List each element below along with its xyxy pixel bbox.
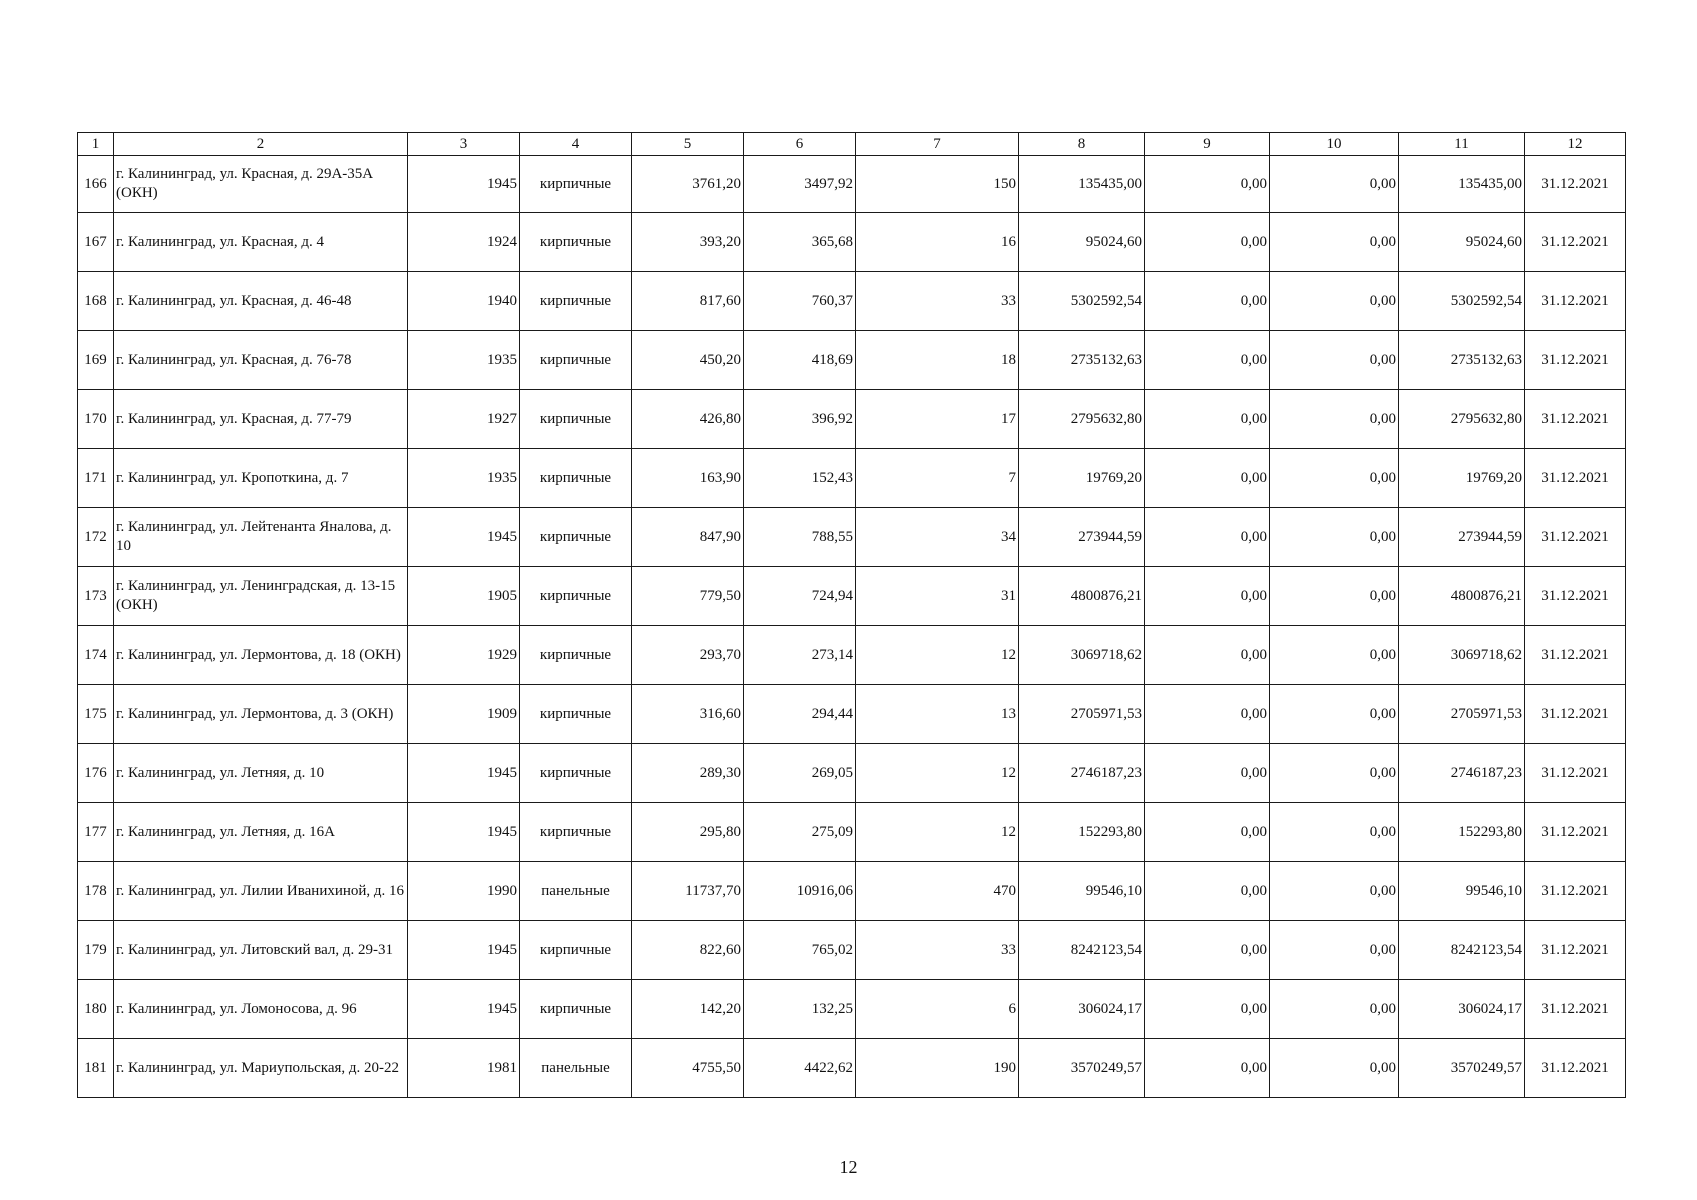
table-row — [78, 685, 1626, 744]
living-area-cell: 152,43 — [744, 449, 856, 508]
year-built-cell: 1945 — [408, 980, 520, 1039]
budget-cost-cell: 0,00 — [1270, 744, 1399, 803]
completion-date-cell: 31.12.2021 — [1525, 508, 1626, 567]
fund-cost-cell: 0,00 — [1145, 626, 1270, 685]
residents-cell: 12 — [856, 626, 1019, 685]
living-area-cell: 418,69 — [744, 331, 856, 390]
year-built-cell: 1935 — [408, 331, 520, 390]
living-area-cell: 765,02 — [744, 921, 856, 980]
total-area-cell: 450,20 — [632, 331, 744, 390]
year-built-cell: 1935 — [408, 449, 520, 508]
year-built-cell: 1945 — [408, 508, 520, 567]
address-cell: г. Калининград, ул. Литовский вал, д. 29-31 — [114, 921, 408, 980]
table-row — [78, 1039, 1626, 1098]
fund-cost-cell: 0,00 — [1145, 272, 1270, 331]
completion-date-cell: 31.12.2021 — [1525, 390, 1626, 449]
total-area-cell: 295,80 — [632, 803, 744, 862]
wall-material-cell: кирпичные — [520, 685, 632, 744]
row-number: 168 — [78, 272, 114, 331]
address-cell: г. Калининград, ул. Ленинградская, д. 13-15 (ОКН) — [114, 567, 408, 626]
living-area-cell: 788,55 — [744, 508, 856, 567]
residents-cell: 7 — [856, 449, 1019, 508]
completion-date-cell: 31.12.2021 — [1525, 156, 1626, 213]
table-row — [78, 156, 1626, 213]
residents-cell: 18 — [856, 331, 1019, 390]
address-cell: г. Калининград, ул. Красная, д. 46-48 — [114, 272, 408, 331]
total-area-cell: 316,60 — [632, 685, 744, 744]
completion-date-cell: 31.12.2021 — [1525, 685, 1626, 744]
residents-cell: 470 — [856, 862, 1019, 921]
row-number: 174 — [78, 626, 114, 685]
wall-material-cell: кирпичные — [520, 331, 632, 390]
total-cost-cell: 2735132,63 — [1019, 331, 1145, 390]
budget-cost-cell: 0,00 — [1270, 390, 1399, 449]
budget-cost-cell: 0,00 — [1270, 508, 1399, 567]
column-header: 10 — [1270, 133, 1399, 156]
completion-date-cell: 31.12.2021 — [1525, 272, 1626, 331]
year-built-cell: 1905 — [408, 567, 520, 626]
residents-cell: 190 — [856, 1039, 1019, 1098]
table-row — [78, 390, 1626, 449]
total-cost-cell: 99546,10 — [1019, 862, 1145, 921]
address-cell: г. Калининград, ул. Красная, д. 76-78 — [114, 331, 408, 390]
total-cost-cell: 3069718,62 — [1019, 626, 1145, 685]
living-area-cell: 132,25 — [744, 980, 856, 1039]
total-cost-cell: 135435,00 — [1019, 156, 1145, 213]
living-area-cell: 273,14 — [744, 626, 856, 685]
completion-date-cell: 31.12.2021 — [1525, 744, 1626, 803]
residents-cell: 12 — [856, 744, 1019, 803]
wall-material-cell: кирпичные — [520, 744, 632, 803]
year-built-cell: 1945 — [408, 803, 520, 862]
address-cell: г. Калининград, ул. Лермонтова, д. 3 (ОКН) — [114, 685, 408, 744]
table-row — [78, 803, 1626, 862]
total-cost-cell: 19769,20 — [1019, 449, 1145, 508]
table-row — [78, 508, 1626, 567]
owners-cost-cell: 273944,59 — [1399, 508, 1525, 567]
total-area-cell: 4755,50 — [632, 1039, 744, 1098]
year-built-cell: 1929 — [408, 626, 520, 685]
fund-cost-cell: 0,00 — [1145, 567, 1270, 626]
row-number: 170 — [78, 390, 114, 449]
year-built-cell: 1945 — [408, 156, 520, 213]
living-area-cell: 275,09 — [744, 803, 856, 862]
address-cell: г. Калининград, ул. Мариупольская, д. 20-22 — [114, 1039, 408, 1098]
year-built-cell: 1981 — [408, 1039, 520, 1098]
fund-cost-cell: 0,00 — [1145, 921, 1270, 980]
year-built-cell: 1909 — [408, 685, 520, 744]
address-cell: г. Калининград, ул. Красная, д. 4 — [114, 213, 408, 272]
row-number: 172 — [78, 508, 114, 567]
owners-cost-cell: 2746187,23 — [1399, 744, 1525, 803]
column-number-header-row — [78, 133, 1626, 156]
address-cell: г. Калининград, ул. Летняя, д. 10 — [114, 744, 408, 803]
address-cell: г. Калининград, ул. Красная, д. 29А-35А (ОКН) — [114, 156, 408, 213]
wall-material-cell: кирпичные — [520, 980, 632, 1039]
page-number: 12 — [839, 1157, 858, 1177]
completion-date-cell: 31.12.2021 — [1525, 567, 1626, 626]
completion-date-cell: 31.12.2021 — [1525, 449, 1626, 508]
table-row — [78, 272, 1626, 331]
total-area-cell: 293,70 — [632, 626, 744, 685]
total-area-cell: 163,90 — [632, 449, 744, 508]
total-area-cell: 3761,20 — [632, 156, 744, 213]
residents-cell: 31 — [856, 567, 1019, 626]
owners-cost-cell: 135435,00 — [1399, 156, 1525, 213]
owners-cost-cell: 2795632,80 — [1399, 390, 1525, 449]
total-area-cell: 393,20 — [632, 213, 744, 272]
fund-cost-cell: 0,00 — [1145, 213, 1270, 272]
table-row — [78, 567, 1626, 626]
address-cell: г. Калининград, ул. Красная, д. 77-79 — [114, 390, 408, 449]
residents-cell: 34 — [856, 508, 1019, 567]
owners-cost-cell: 306024,17 — [1399, 980, 1525, 1039]
owners-cost-cell: 8242123,54 — [1399, 921, 1525, 980]
address-cell: г. Калининград, ул. Лилии Иванихиной, д. 16 — [114, 862, 408, 921]
row-number: 178 — [78, 862, 114, 921]
row-number: 175 — [78, 685, 114, 744]
total-cost-cell: 2795632,80 — [1019, 390, 1145, 449]
owners-cost-cell: 3570249,57 — [1399, 1039, 1525, 1098]
budget-cost-cell: 0,00 — [1270, 803, 1399, 862]
total-cost-cell: 3570249,57 — [1019, 1039, 1145, 1098]
table-row — [78, 626, 1626, 685]
column-header: 5 — [632, 133, 744, 156]
total-cost-cell: 8242123,54 — [1019, 921, 1145, 980]
budget-cost-cell: 0,00 — [1270, 626, 1399, 685]
wall-material-cell: кирпичные — [520, 508, 632, 567]
column-header: 3 — [408, 133, 520, 156]
fund-cost-cell: 0,00 — [1145, 685, 1270, 744]
living-area-cell: 760,37 — [744, 272, 856, 331]
fund-cost-cell: 0,00 — [1145, 156, 1270, 213]
total-cost-cell: 306024,17 — [1019, 980, 1145, 1039]
residents-cell: 6 — [856, 980, 1019, 1039]
completion-date-cell: 31.12.2021 — [1525, 803, 1626, 862]
table-body — [78, 156, 1626, 1098]
living-area-cell: 10916,06 — [744, 862, 856, 921]
budget-cost-cell: 0,00 — [1270, 862, 1399, 921]
table-row — [78, 862, 1626, 921]
budget-cost-cell: 0,00 — [1270, 1039, 1399, 1098]
year-built-cell: 1924 — [408, 213, 520, 272]
total-area-cell: 817,60 — [632, 272, 744, 331]
completion-date-cell: 31.12.2021 — [1525, 213, 1626, 272]
total-cost-cell: 273944,59 — [1019, 508, 1145, 567]
row-number: 171 — [78, 449, 114, 508]
residents-cell: 33 — [856, 272, 1019, 331]
address-cell: г. Калининград, ул. Кропоткина, д. 7 — [114, 449, 408, 508]
row-number: 181 — [78, 1039, 114, 1098]
column-header: 11 — [1399, 133, 1525, 156]
housing-registry-table — [77, 132, 1626, 1098]
owners-cost-cell: 2735132,63 — [1399, 331, 1525, 390]
column-header: 7 — [856, 133, 1019, 156]
column-header: 1 — [78, 133, 114, 156]
residents-cell: 13 — [856, 685, 1019, 744]
column-header: 12 — [1525, 133, 1626, 156]
total-cost-cell: 95024,60 — [1019, 213, 1145, 272]
residents-cell: 12 — [856, 803, 1019, 862]
living-area-cell: 396,92 — [744, 390, 856, 449]
living-area-cell: 4422,62 — [744, 1039, 856, 1098]
wall-material-cell: кирпичные — [520, 390, 632, 449]
budget-cost-cell: 0,00 — [1270, 156, 1399, 213]
wall-material-cell: кирпичные — [520, 626, 632, 685]
budget-cost-cell: 0,00 — [1270, 331, 1399, 390]
year-built-cell: 1927 — [408, 390, 520, 449]
owners-cost-cell: 99546,10 — [1399, 862, 1525, 921]
wall-material-cell: кирпичные — [520, 921, 632, 980]
owners-cost-cell: 152293,80 — [1399, 803, 1525, 862]
residents-cell: 17 — [856, 390, 1019, 449]
owners-cost-cell: 3069718,62 — [1399, 626, 1525, 685]
wall-material-cell: кирпичные — [520, 449, 632, 508]
total-area-cell: 779,50 — [632, 567, 744, 626]
column-header: 2 — [114, 133, 408, 156]
fund-cost-cell: 0,00 — [1145, 862, 1270, 921]
column-header: 6 — [744, 133, 856, 156]
fund-cost-cell: 0,00 — [1145, 744, 1270, 803]
fund-cost-cell: 0,00 — [1145, 508, 1270, 567]
owners-cost-cell: 5302592,54 — [1399, 272, 1525, 331]
address-cell: г. Калининград, ул. Лермонтова, д. 18 (ОКН) — [114, 626, 408, 685]
budget-cost-cell: 0,00 — [1270, 272, 1399, 331]
total-cost-cell: 4800876,21 — [1019, 567, 1145, 626]
living-area-cell: 3497,92 — [744, 156, 856, 213]
budget-cost-cell: 0,00 — [1270, 567, 1399, 626]
living-area-cell: 724,94 — [744, 567, 856, 626]
fund-cost-cell: 0,00 — [1145, 980, 1270, 1039]
wall-material-cell: кирпичные — [520, 567, 632, 626]
year-built-cell: 1940 — [408, 272, 520, 331]
table-row — [78, 744, 1626, 803]
owners-cost-cell: 2705971,53 — [1399, 685, 1525, 744]
total-cost-cell: 5302592,54 — [1019, 272, 1145, 331]
row-number: 179 — [78, 921, 114, 980]
fund-cost-cell: 0,00 — [1145, 803, 1270, 862]
wall-material-cell: кирпичные — [520, 272, 632, 331]
residents-cell: 16 — [856, 213, 1019, 272]
residents-cell: 33 — [856, 921, 1019, 980]
wall-material-cell: кирпичные — [520, 213, 632, 272]
table-row — [78, 449, 1626, 508]
total-area-cell: 142,20 — [632, 980, 744, 1039]
year-built-cell: 1990 — [408, 862, 520, 921]
completion-date-cell: 31.12.2021 — [1525, 1039, 1626, 1098]
table-row — [78, 331, 1626, 390]
address-cell: г. Калининград, ул. Летняя, д. 16А — [114, 803, 408, 862]
row-number: 180 — [78, 980, 114, 1039]
wall-material-cell: кирпичные — [520, 803, 632, 862]
completion-date-cell: 31.12.2021 — [1525, 331, 1626, 390]
living-area-cell: 269,05 — [744, 744, 856, 803]
address-cell: г. Калининград, ул. Лейтенанта Яналова, д. 10 — [114, 508, 408, 567]
owners-cost-cell: 4800876,21 — [1399, 567, 1525, 626]
total-cost-cell: 2705971,53 — [1019, 685, 1145, 744]
total-area-cell: 289,30 — [632, 744, 744, 803]
table-row — [78, 921, 1626, 980]
column-header: 4 — [520, 133, 632, 156]
total-cost-cell: 2746187,23 — [1019, 744, 1145, 803]
budget-cost-cell: 0,00 — [1270, 685, 1399, 744]
owners-cost-cell: 95024,60 — [1399, 213, 1525, 272]
completion-date-cell: 31.12.2021 — [1525, 921, 1626, 980]
budget-cost-cell: 0,00 — [1270, 980, 1399, 1039]
row-number: 173 — [78, 567, 114, 626]
total-area-cell: 11737,70 — [632, 862, 744, 921]
fund-cost-cell: 0,00 — [1145, 1039, 1270, 1098]
fund-cost-cell: 0,00 — [1145, 390, 1270, 449]
budget-cost-cell: 0,00 — [1270, 213, 1399, 272]
wall-material-cell: панельные — [520, 862, 632, 921]
table-row — [78, 980, 1626, 1039]
owners-cost-cell: 19769,20 — [1399, 449, 1525, 508]
wall-material-cell: кирпичные — [520, 156, 632, 213]
address-cell: г. Калининград, ул. Ломоносова, д. 96 — [114, 980, 408, 1039]
total-area-cell: 426,80 — [632, 390, 744, 449]
total-area-cell: 822,60 — [632, 921, 744, 980]
row-number: 166 — [78, 156, 114, 213]
column-header: 8 — [1019, 133, 1145, 156]
completion-date-cell: 31.12.2021 — [1525, 862, 1626, 921]
residents-cell: 150 — [856, 156, 1019, 213]
table-row — [78, 213, 1626, 272]
completion-date-cell: 31.12.2021 — [1525, 626, 1626, 685]
column-header: 9 — [1145, 133, 1270, 156]
row-number: 177 — [78, 803, 114, 862]
living-area-cell: 365,68 — [744, 213, 856, 272]
completion-date-cell: 31.12.2021 — [1525, 980, 1626, 1039]
row-number: 167 — [78, 213, 114, 272]
living-area-cell: 294,44 — [744, 685, 856, 744]
total-cost-cell: 152293,80 — [1019, 803, 1145, 862]
row-number: 169 — [78, 331, 114, 390]
row-number: 176 — [78, 744, 114, 803]
fund-cost-cell: 0,00 — [1145, 331, 1270, 390]
fund-cost-cell: 0,00 — [1145, 449, 1270, 508]
wall-material-cell: панельные — [520, 1039, 632, 1098]
budget-cost-cell: 0,00 — [1270, 921, 1399, 980]
total-area-cell: 847,90 — [632, 508, 744, 567]
budget-cost-cell: 0,00 — [1270, 449, 1399, 508]
year-built-cell: 1945 — [408, 921, 520, 980]
year-built-cell: 1945 — [408, 744, 520, 803]
